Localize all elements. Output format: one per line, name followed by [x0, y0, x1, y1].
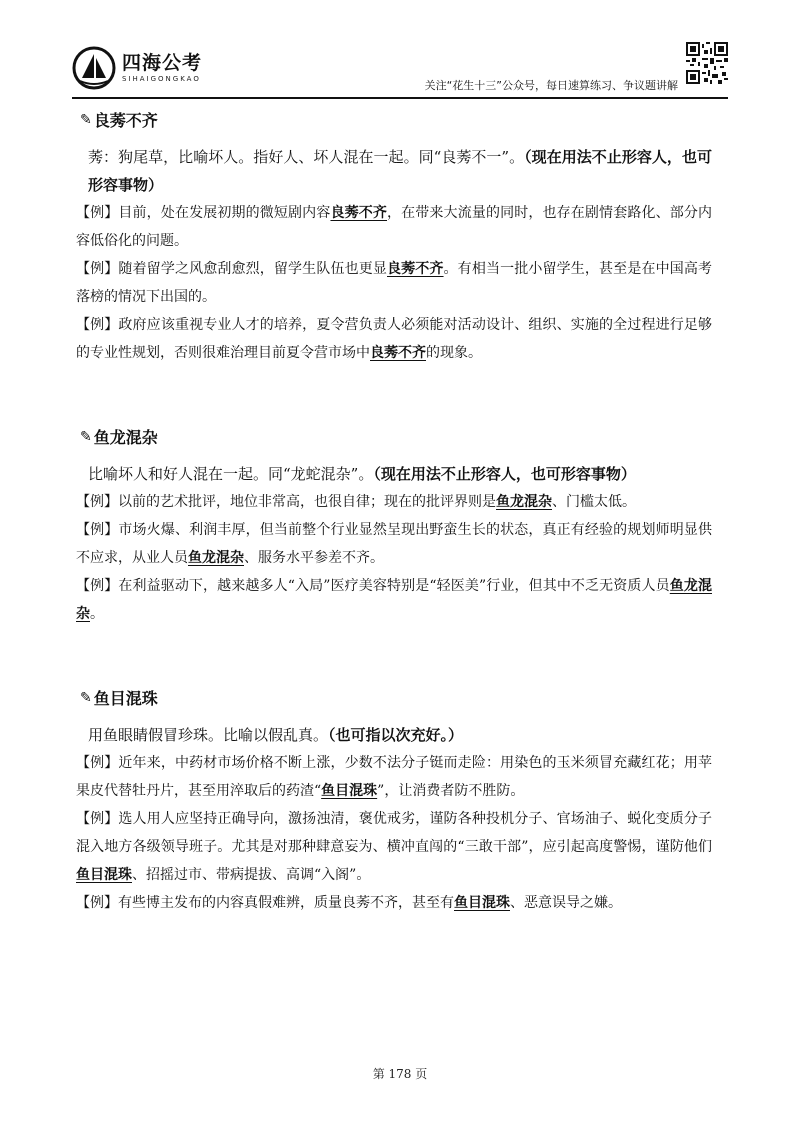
- example-text: 、服务水平参差不齐。: [244, 550, 384, 566]
- example-paragraph: [76, 749, 712, 805]
- sailboat-logo-icon: [72, 46, 116, 90]
- logo-title: 四海公考: [122, 52, 203, 74]
- example-text: 【例】目前，处在发展初期的微短剧内容: [76, 205, 331, 221]
- definition: [88, 721, 712, 749]
- pencil-icon: ✎: [80, 428, 92, 445]
- section-title: [80, 686, 712, 709]
- idiom-highlight: 鱼龙混杂: [76, 578, 712, 622]
- example-text: 【例】随着留学之风愈刮愈烈，留学生队伍也更显: [76, 261, 387, 277]
- definition-text: 莠：狗尾草，比喻坏人。指好人、坏人混在一起。同“良莠不一”。: [88, 148, 525, 166]
- definition: [88, 143, 712, 199]
- example-paragraph: [76, 199, 712, 255]
- example-text: 【例】有些博主发布的内容真假难辨，质量良莠不齐，甚至有: [76, 895, 454, 911]
- idiom-highlight: 良莠不齐: [370, 345, 426, 361]
- example-paragraph: [76, 311, 712, 367]
- idiom-highlight: 鱼目混珠: [321, 783, 378, 799]
- example-text: 的现象。: [426, 345, 482, 361]
- section-liang-you-bu-qi: [76, 108, 713, 367]
- example-paragraph: [76, 516, 712, 572]
- example-text: 【例】在利益驱动下，越来越多人“入局”医疗美容特别是“轻医美”行业，但其中不乏无资质人员: [76, 578, 670, 594]
- idiom-highlight: 良莠不齐: [387, 261, 444, 277]
- example-text: 。: [90, 606, 104, 622]
- header-divider: [72, 97, 728, 99]
- section-title-text: 鱼目混珠: [93, 689, 158, 708]
- pencil-icon: ✎: [80, 111, 92, 128]
- section-title: [80, 108, 712, 131]
- page-number: 第 178 页: [372, 1067, 428, 1081]
- example-text: ”，让消费者防不胜防。: [377, 783, 525, 799]
- pencil-icon: ✎: [80, 689, 92, 706]
- header-note: 关注“花生十三”公众号，每日速算练习、争议题讲解: [424, 79, 678, 92]
- example-text: 、恶意误导之嫌。: [510, 895, 622, 911]
- idiom-highlight: 鱼目混珠: [76, 867, 132, 883]
- usage-note: （现在用法不止形容人，也可形容事物）: [88, 148, 712, 194]
- example-text: 【例】以前的艺术批评，地位非常高，也很自律；现在的批评界则是: [76, 494, 496, 510]
- usage-note: （现在用法不止形容人，也可形容事物）: [373, 465, 636, 483]
- idiom-highlight: 鱼龙混杂: [496, 494, 552, 510]
- section-title: [80, 425, 712, 448]
- example-paragraph: [76, 805, 712, 889]
- example-paragraph: [76, 889, 712, 917]
- example-text: 【例】近年来，中药材市场价格不断上涨，少数不法分子铤而走险：用染色的玉米须冒充藏红花；用苹果皮代替牡丹片，甚至用淬取后的药渣“: [76, 755, 712, 799]
- example-text: 【例】市场火爆、利润丰厚，但当前整个行业显然呈现出野蛮生长的状态，真正有经验的规划师明显供不应求，从业人员: [76, 522, 712, 566]
- example-text: 、招摇过市、带病提拔、高调“入阁”。: [132, 867, 371, 883]
- definition: [88, 460, 712, 488]
- qr-code-icon: [686, 42, 728, 84]
- section-yu-mu-hun-zhu: [76, 686, 712, 917]
- example-text: 。有相当一批小留学生，甚至是在中国高考落榜的情况下出国的。: [76, 261, 713, 305]
- page-content: [76, 108, 713, 917]
- example-paragraph: [76, 572, 712, 628]
- logo-subtitle: SIHAIGONGKAO: [122, 75, 201, 83]
- section-title-text: 鱼龙混杂: [93, 428, 158, 447]
- section-yu-long-hun-za: [76, 425, 712, 628]
- page-header: [72, 40, 728, 100]
- idiom-highlight: 良莠不齐: [330, 205, 388, 221]
- example-text: 【例】政府应该重视专业人才的培养，夏令营负责人必须能对活动设计、组织、实施的全过程进行足够的专业性规划，否则很难治理目前夏令营市场中: [76, 317, 712, 361]
- logo: [72, 46, 202, 90]
- example-paragraph: [76, 255, 712, 311]
- section-title-text: 良莠不齐: [93, 111, 158, 130]
- example-text: 、门槛太低。: [552, 494, 636, 510]
- example-text: 【例】选人用人应坚持正确导向，激扬浊清，褒优戒劣，谨防各种投机分子、官场油子、蜕化变质分子混入地方各级领导班子。尤其是对那种肆意妄为、横冲直闯的“三敢干部”，应引起高度警惕，谨防他们: [76, 811, 712, 855]
- idiom-highlight: 鱼目混珠: [454, 895, 510, 911]
- definition-text: 比喻坏人和好人混在一起。同“龙蛇混杂”。: [88, 465, 374, 483]
- example-paragraph: [76, 488, 712, 516]
- idiom-highlight: 鱼龙混杂: [188, 550, 244, 566]
- definition-text: 用鱼眼睛假冒珍珠。比喻以假乱真。: [88, 726, 329, 744]
- example-text: ，在带来大流量的同时，也存在剧情套路化、部分内容低俗化的问题。: [76, 205, 713, 249]
- usage-note: （也可指以次充好。）: [328, 726, 464, 744]
